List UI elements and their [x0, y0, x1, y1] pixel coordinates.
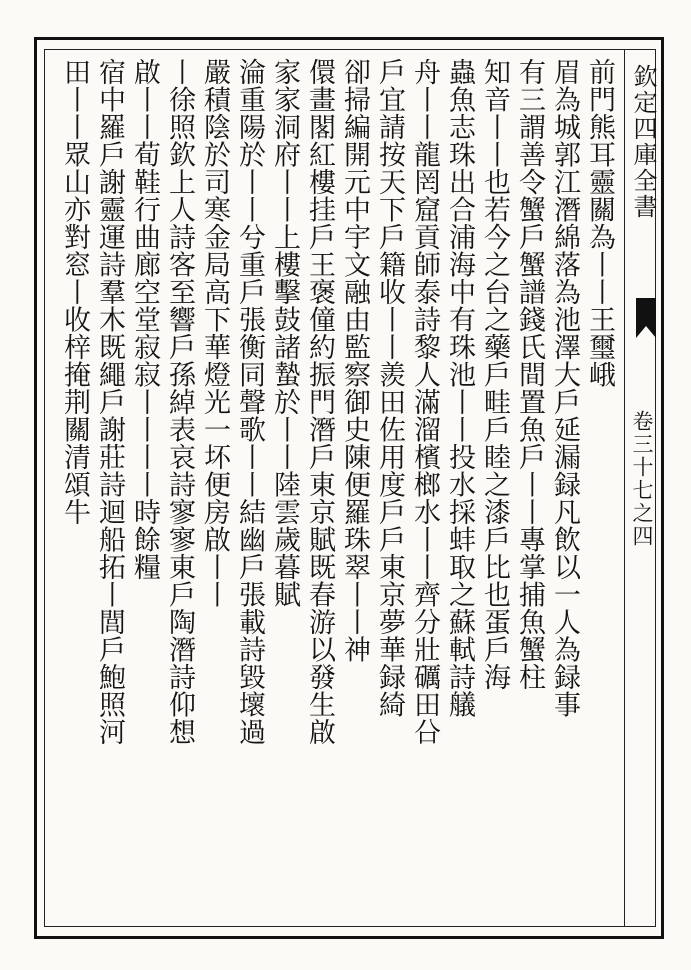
- text-column: 啟丨丨荀鞋行曲廊空堂寂寂丨丨丨丨時餘糧: [129, 58, 160, 581]
- text-column: 儇畫閣紅樓挂戶王褒僮約振門潛戶東京賦既春游以發生啟: [304, 58, 335, 746]
- text-column: 淪重陽於丨丨兮重戶張衡同聲歌丨丨結幽戶張載詩毀壞過: [234, 58, 265, 746]
- text-column: 宿中羅戶謝靈運詩羣木既繩戶謝莊詩迴船拓丨閭戶鮑照河: [94, 58, 125, 746]
- text-column: 舟丨丨龍罔窟貢師泰詩黎人滿溜檳榔水丨丨齊分壯礪田㕣: [409, 58, 440, 746]
- text-column: 蟲魚志珠出合浦海中有珠池丨丨投水採蚌取之蘇軾詩艤: [444, 58, 475, 718]
- text-column: 田丨丨眾山亦對窓丨收梓掩荆關清頌牛: [59, 58, 90, 526]
- fish-tail-mark: [636, 298, 656, 338]
- text-column: 知音丨丨也若今之台之藥戶畦戶睦之漆戶比也蛋戶海: [479, 58, 510, 691]
- text-column: 卻掃編開元中宇文融由監察御史陳便羅珠翠丨丨神: [339, 58, 370, 663]
- text-column: 嚴積陰於司寒金局高下華燈光一坏便房啟丨丨: [199, 58, 230, 608]
- column-rule: [624, 49, 625, 927]
- text-column: 眉為城郭江潛綿落為池澤大戶延漏録凡飲以一人為録事: [549, 58, 580, 718]
- text-column: 家家洞府丨丨上樓擊鼓諸蟄於丨丨陸雲歲暮賦: [269, 58, 300, 608]
- volume-label: 卷三十七之四: [630, 410, 654, 548]
- text-column: 有三謂善令蟹戶蟹譜錢氏間置魚戶丨丨專掌捕魚蟹柱: [514, 58, 545, 691]
- text-column: 前門熊耳靈關為丨丨王璽峨: [584, 58, 615, 388]
- text-column: 丨徐照欽上人詩客至響戶孫綽表哀詩寥寥東戶陶潛詩仰想: [164, 58, 195, 746]
- book-title: 欽定四庫全書: [629, 64, 657, 220]
- text-column: 戶宜請按天下戶籍收丨丨羨田佐用度戶戶東京夢華録綺: [374, 58, 405, 718]
